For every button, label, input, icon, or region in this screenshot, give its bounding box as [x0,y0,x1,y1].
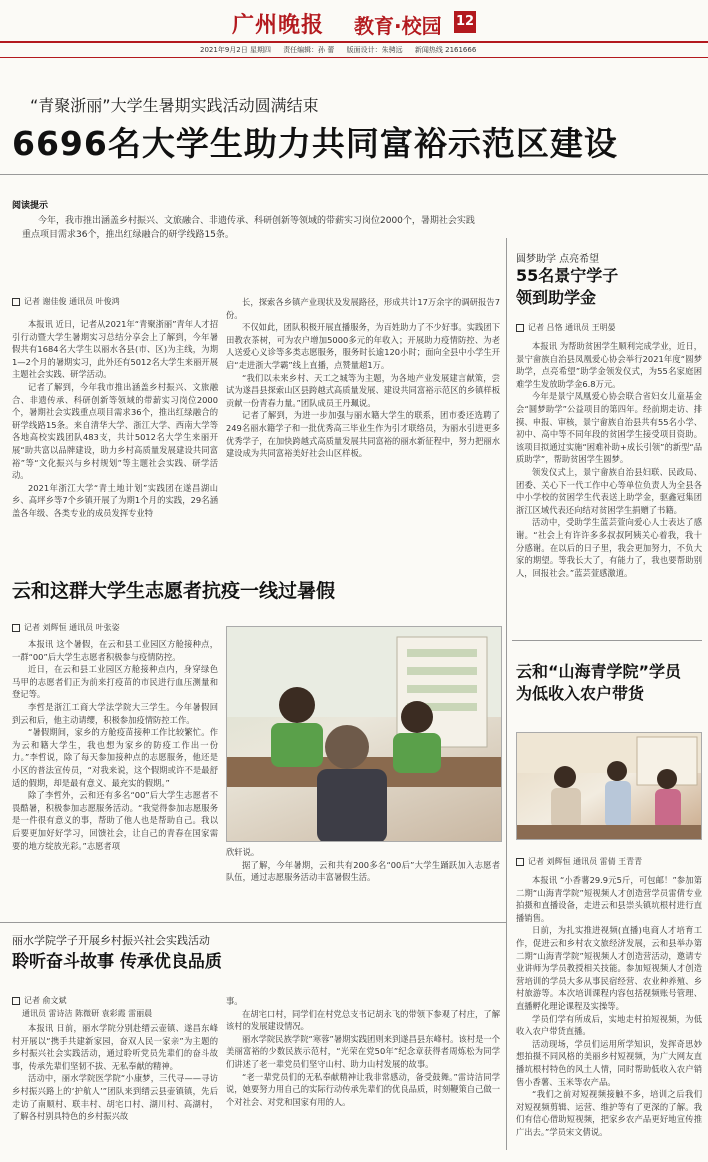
livestream-photo [516,732,702,840]
side1-body [516,340,702,636]
main-story-headline: 6696名大学生助力共同富裕示范区建设 [12,124,618,163]
paragraph: 本报讯 “小香薯29.9元5斤，可包邮！”参加第二期“山海青学院”短视频人才创造营学员雷倩专业拍摄和直播设备，走进云和县崇头镇坑根村进行直播销售。 [516,875,702,923]
paragraph: 记者了解到，今年我市推出涵盖乡村振兴、文旅融合、非遗传承、科研创新等领域的带薪实习岗位2000个，暑期社会实践重点项目需求36个，推出红绿融合的研学线路15条。来自清华大学、浙江大学、西南大学等各地高校实践团队483支，共计5012名大学生来丽开展“助共富以品牌建设，助力乡村高质量发展建设共同富裕”等“文化振兴与乡村规划”等主题社会实践、研学活动。 [12,381,218,481]
story3-headline: 聆听奋斗故事 传承优良品质 [12,952,222,972]
side2-byline: 记者 刘辉恒 通讯员 雷倩 王青青 [516,856,642,867]
headline-rule [0,174,708,175]
page-number: 12 [454,11,476,33]
paragraph: 今年是景宁凤凰爱心协会联合省妇女儿童基金会“圆梦助学”公益项目的第四年。经前期走访、排摸、申报、审核，景宁畲族自治县共有55名小学、初中、高中等不同年段的贫困学生接受项目资助。该项目拟通过实施“困难补助+成长引领”的新型“品质助学”，帮助贫困学生圆梦。 [516,391,702,465]
paragraph: 本报讯 这个暑假，在云和县工业园区方舱接种点，一群“00”后大学生志愿者积极参与疫情防控。 [12,639,218,662]
paragraph: 丽水学院民族学院“寒蓉”暑期实践团则来到遂昌县东峰村。该村是一个美丽富裕的少数民族示范村，“光荣在党50年”纪念章获得者周炼松为同学们讲述了老一辈党员们坚守山村、助力山村发展的故事。 [226,1033,500,1069]
volunteer-photo [226,626,502,842]
newspaper-name: 广州晚报 [232,12,325,38]
editor-credit: 责任编辑：孙 蕾 [283,46,335,54]
main-story-col2 [226,296,500,554]
lead-text: 今年，我市推出涵盖乡村振兴、文旅融合、非遗传承、科研创新等领域的带薪实习岗位2000个，暑期社会实践重点项目需求36个，推出红绿融合的研学线路15条。 [22,216,475,240]
story3-col2 [226,995,500,1152]
paragraph: 事。 [226,996,243,1006]
side1-headline-line1: 55名景宁学子 [516,266,619,285]
paragraph: 活动现场，学员们运用所学知识，发挥奇思妙想拍摄不同风格的美丽乡村短视频，为广大网友直播坑根村特色的风土人情，同时帮助低收入农户销售小香薯、玉米等农产品。 [516,1038,702,1087]
paragraph: 不仅如此，团队积极开展直播服务，为百姓助力了不少好事。实践团下田教农茶树，可为农户增加5000多元的年收入；开展助力疫情防控、为老人送爱心义诊等多类志愿服务，服务时长逾120小时；面向全县中小学生开启“走进浙大学霸”线上直播，点赞量超1万。 [226,322,500,370]
main-story-kicker: “青聚浙丽”大学生暑期实践活动圆满结束 [30,96,319,115]
paragraph: 据了解，今年暑期，云和共有200多名“00后”大学生踊跃加入志愿者队伍，通过志愿服务活动丰富暑假生活。 [226,859,500,883]
side2-headline-line2: 为低收入农户带货 [516,684,645,703]
news-hotline: 新闻热线 2161666 [414,46,477,54]
paragraph: 记者了解到，为进一步加强与丽水籍大学生的联系，团市委还选聘了249名丽水籍学子和一批优秀高三毕业生作为引才联络员，为丽水引进更多优秀学子，在加快跨越式高质量发展共同富裕的丽水新征程中，努力把丽水建设成为共同富裕美好社会山区样板。 [226,410,500,459]
paragraph: 长，探索各乡镇产业现状及发展路径，形成共计17万余字的调研报告7份。 [226,297,500,320]
paragraph: “我们之前对短视频接触不多，培训之后我们对短视频剪辑、运营、维护等有了更深的了解。我们有信心借助短视频，把家乡农产品更好地宣传推广出去。”学员宋文倩说。 [516,1089,702,1137]
livestream-photo-illustration [517,733,702,840]
paragraph: “老一辈党员们的无私奉献精神让我非常感动，备受鼓舞。”雷诗洁同学说，她要努力用自己的实际行动传承先辈们的优良品质，时刻鞭策自己做一个对社会、对党和国家有用的人。 [226,1071,500,1107]
story3-col1 [12,1022,218,1152]
side1-headline-line2: 领到助学金 [516,288,597,307]
paragraph: 本报讯 日前，丽水学院分别赴缙云壶镇、遂昌东峰村开展以“携手共建新家园，奋双人民一家亲”为主题的乡村振兴社会实践活动，通过聆听党员先辈们的奋斗故事，传承先辈们坚韧不拔、无私奉献的精神。 [12,1023,218,1071]
story3-kicker: 丽水学院学子开展乡村振兴社会实践活动 [12,934,210,947]
paragraph: 除了李哲外，云和还有多名“00”后大学生志愿者不畏酷暑，积极参加志愿服务活动。“我觉得参加志愿服务是一件很有意义的事，帮助了他人也是帮助自己。我以后要更加好好学习，回馈社会，让自己的青春在国家需要的地方绽放光彩。”志愿者项 [12,790,218,851]
side1-kicker: 圆梦助学 点亮希望 [516,254,600,265]
volunteer-photo-illustration [227,627,502,842]
side1-byline: 记者 吕恪 通讯员 王明晏 [516,322,616,333]
story2-col2 [226,846,500,906]
paragraph: 活动中，丽水学院医学院“小康梦，三代寻——寻访乡村振兴路上的‘护航人’”团队来到缙云县壶镇镇，先后走访了南顺村、联丰村、胡宅口村、湖川村、高湖村，了解各村别具特色的乡村振兴故 [12,1073,218,1122]
side2-headline [516,661,681,705]
side1-headline [516,265,618,309]
masthead-rule [0,41,708,43]
story3-byline-contributors: 通讯员 雷诗洁 陈微研 袁彩霞 雷丽晨 [22,1009,153,1018]
side2-body [516,874,702,1152]
paragraph: 在胡宅口村，同学们在村党总支书记胡永飞的带领下参观了村庄，了解该村的发展建设情况。 [226,1008,500,1032]
paragraph: “我们以未来乡村、天工之城等为主题，为各地产业发展建言献策，尝试为遂昌县探索山区县跨越式高质量发展、建设共同富裕示范区的乡镇样板贡献一份青春力量。”团队成员王丹珮说。 [226,372,500,408]
story2-col1 [12,638,218,920]
masthead-meta [200,45,486,55]
paragraph: 活动中，受助学生蓝芸萱向爱心人士表达了感谢。“社会上有许许多多叔叔阿姨关心着我，我十分感谢。在以后的日子里，我会更加努力，不负大家的期望。等我长大了，有能力了，我也要帮助别人，回报社会。”蓝芸萱感激道。 [516,517,702,578]
story2-byline: 记者 刘辉恒 通讯员 叶张姿 [12,622,120,633]
issue-date: 2021年9月2日 星期四 [200,46,271,54]
paragraph: 日前，为扎实推进视频(直播)电商人才培育工作，促进云和乡村农文旅经济发展，云和县举办第二期“山海青学院”短视频人才创造营活动，邀请专业讲师为学员教授相关技能。参加短视频人才创造营培训的学员大多从事民宿经营、农业种养殖、乡村旅游等。本次培训课程内容包括视频账号管理、直播孵化理论课程及实操等。 [516,925,702,1011]
main-story-byline: 记者 谢佳俊 通讯员 叶俊鸿 [12,296,120,307]
paragraph: 本报讯 近日，记者从2021年“青聚浙丽”青年人才招引行动暨大学生暑期实习总结分享会上了解到，今年暑假共有1684名大学生以丽水各县(市、区)为主线，为期1—2个月的暑期实习，此外还有5012名大学生来丽开展主题社会实践、研学活动。 [12,319,218,380]
story3-byline: 记者 俞文斌 [12,995,67,1006]
column-divider [506,238,507,1150]
paragraph: 李哲是浙江工商大学法学院大三学生。今年暑假回到云和后，他主动请缨，积极参加疫情防控工作。 [12,701,218,725]
paragraph: 本报讯 为帮助贫困学生顺利完成学业，近日，景宁畲族自治县凤凰爱心协会举行2021年度“圆梦助学，点亮希望”助学金领发仪式，为55名家庭困难学生发放助学金6.8万元。 [516,341,702,389]
paragraph: 领发仪式上，景宁畲族自治县妇联、民政局、团委、关心下一代工作中心等单位负责人为全县各中小学校的贫困学生代表送上助学金，驱鑫冠集团浙江区域代表还向结对贫困学生捐赠了书籍。 [516,466,702,515]
section-rule [0,922,506,923]
lead-label: 阅读提示 [12,201,49,211]
meta-rule [0,57,708,58]
section-title: 教育·校园 [354,14,442,38]
paragraph: 2021年浙江大学“青土地计划”实践团在遂昌湖山乡、高坪乡等7个乡镇开展了为期1个月的实践，29名涵盖各年级、各类专业的成员发挥专业特 [12,482,218,518]
paragraph: “暑假期间，家乡的方舱疫苗接种工作比较繁忙。作为云和籍大学生，我也想为家乡的防疫工作出一份力。”李哲说，除了每天参加接种点的志愿服务，他还是小区的普法宣传员，“对我来说，这个假期或许不是最舒适的假期，却是最有意义、最充实的假期。” [12,727,218,788]
designer-credit: 版面设计：朱骋远 [346,46,403,54]
side2-headline-line1: 云和“山海青学院”学员 [516,662,682,681]
paragraph: 近日，在云和县工业园区方舱接种点内，身穿绿色马甲的志愿者们正为前来打疫苗的市民进行血压测量和登记等。 [12,664,218,700]
paragraph: 学员们学有所成后，实地走村拍短视频，为低收入农户带货直播。 [516,1013,702,1037]
main-story-col1 [12,318,218,554]
sidebar-rule [512,640,702,641]
story2-headline: 云和这群大学生志愿者抗疫一线过暑假 [12,580,336,602]
paragraph: 欣轩说。 [226,847,260,857]
